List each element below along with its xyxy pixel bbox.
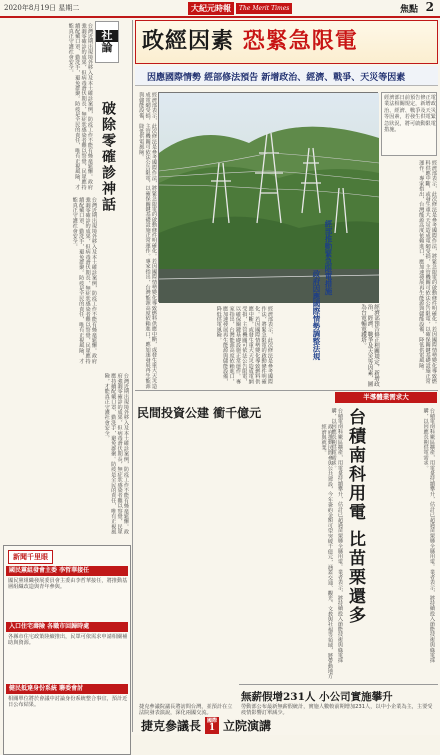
subsidy-headline: 無薪假增231人 小公司實施攀升 [241, 691, 393, 703]
issue-date: 2020年8月19日 星期二 [4, 4, 80, 12]
subsidy-body: 勞動部公布最新無薪假統計，實施人數較前期增加231人，以中小企業為主，主要受疫情影響訂單減少。 [241, 704, 433, 717]
referendum-headline-right: 立院演講 [223, 719, 272, 733]
section-divider-1 [135, 390, 438, 391]
column-divider [132, 20, 133, 732]
photo-caption: 經濟部預告修正相關規定，新增政治、經濟、戰爭及天災等因素，圖為台電輸電鐵塔。 [360, 304, 379, 387]
investment-headline: 民間投資公建 衝千億元 [137, 406, 262, 420]
main-headline [142, 24, 432, 55]
brief-text-3: 相關單位將於會議中討論身份系統整合事宜，預計近日公布結果。 [8, 696, 128, 709]
editorial-tag [95, 21, 119, 63]
masthead-logo-en: The Merit Times [236, 3, 292, 14]
lead-summary-box [381, 92, 437, 156]
pull-quote-2: 政府因應國際情勢調整法規 [312, 270, 321, 360]
editorial-body-2: 台灣近期出現境外移入及本土確診案例，防疫工作不能有絲毫鬆懈。政府強調零確診的成果，但病毒潛伏期長，無症狀感染者難以察覺，民眾應持續配戴口罩、勤洗手，避免群聚。防疫是全民的責任，唯有正視風險，才能真正守護社會安全。 [71, 197, 97, 364]
main-body-left: 經濟部表示，此次修法是參考國際作法，將緊急限電的啟動條件明確化。若因國際情勢變化導致燃料供應中斷，或發生重大天災造成電網受損，主管機關可依法公告限電，以確保關鍵基礎設施正常運作。專家指出，台灣能源高度依賴進口，應加速發展再生能源與儲能設備，降低供電風險。 [138, 92, 157, 389]
brief-text-2: 各縣市住宅政策陸續推出，民眾可依需求申請相關補助與資源。 [8, 634, 128, 647]
section-label: 焦點 [399, 5, 418, 15]
lead-summary-text: 經濟部日前預告修正電業法相關規定，新增政治、經濟、戰爭及天災等因素，若發生供電緊急狀況，將可啟動限電措施。 [384, 95, 436, 134]
main-body-right: 經濟部表示，此次修法是參考國際作法，將緊急限電的啟動條件明確化。若因國際情勢變化導致燃料供應中斷，或發生重大天災造成電網受損，主管機關可依法公告限電，以確保關鍵基礎設施正常運作。專家指出，台灣能源高度依賴進口，應加速發展再生能源與儲能設備，降低供電風險。 [418, 160, 437, 384]
top-bar [0, 0, 440, 18]
referendum-headline-left: 捷克參議長 [141, 719, 202, 733]
headline-band [135, 20, 438, 64]
semiconductor-band: 半導體業需求大 [335, 392, 437, 403]
main-headline-red: 恐緊急限電 [242, 28, 358, 54]
referendum-badge-top: 國際 [207, 718, 218, 724]
semiconductor-headline: 台積南科用電 比苗栗還多 [345, 408, 365, 625]
editorial-column [3, 21, 131, 731]
semiconductor-body: 台積電南科廠區擴產，用電量持續攀升，估計已超過苗栗縣全縣用電。業者表示，將持續投入節能技術與綠電採購，以因應長期供電需求。 [422, 408, 435, 663]
main-story-area [135, 20, 438, 733]
referendum-badge [205, 717, 219, 734]
referendum-headline [141, 717, 271, 734]
brief-text-1: 國民黨組織發展委員會主委由李哲華接任，將推動基層組織改造與青年參與。 [8, 578, 128, 591]
brief-heading-3: 健民抵達身份系統 聯委會討 [6, 684, 128, 694]
main-subheadline: 因應國際情勢 經部修法預告 新增政治、經濟、戰爭、天災等因素 [147, 73, 406, 83]
referendum-badge-num: 1 [208, 723, 216, 733]
section-divider-2 [239, 684, 438, 685]
editorial-body-3: 台灣近期出現境外移入及本土確診案例，防疫工作不能有絲毫鬆懈。政府強調零確診的成果，但病毒潛伏期長，無症狀感染者難以察覺，民眾應持續配戴口罩、勤洗手，避免群聚。防疫是全民的責任，唯有正視風險，才能真正守護社會安全。 [103, 373, 129, 535]
editorial-tag-bottom: 論 [101, 41, 113, 54]
news-briefs-box [3, 545, 131, 755]
main-headline-black: 政經因素 [142, 28, 235, 54]
editorial-body-1: 台灣近期出現境外移入及本土確診案例，防疫工作不能有絲毫鬆懈。政府強調零確診的成果，但病毒潛伏期長，無症狀感染者難以察覺，民眾應持續配戴口罩、勤洗手，避免群聚。防疫是全民的責任，唯有正視風險，才能真正守護社會安全。 [67, 23, 93, 190]
power-tower-illustration [159, 93, 379, 303]
semiconductor-body-extra: 台積電南科廠區擴產，用電量持續攀升，估計已超過苗栗縣全縣用電。業者表示，將持續投入節能技術與綠電採購，以因應長期供電需求。 [330, 408, 343, 663]
brief-heading-1: 國民黨組發會主委 李哲華接任 [6, 566, 128, 576]
main-body-lower: 經濟部表示，此次修法是參考國際作法，將緊急限電的啟動條件明確化。若因國際情勢變化導致燃料供應中斷，或發生重大天災造成電網受損，主管機關可依法公告限電，以確保關鍵基礎設施正常運作。專家指出，台灣能源高度依賴進口，應加速發展再生能源與儲能設備，降低供電風險。 [215, 306, 273, 384]
pull-quote-1: 經部推動緊急限電措施 [324, 220, 333, 295]
brief-heading-2: 入口住宅壽險 各職市回歸時處 [6, 622, 128, 632]
masthead-logo: 大紀元時報 [188, 2, 234, 15]
referendum-body: 捷克參議院議長將訪問台灣，並預計在立法院發表演說，深化兩國交流。 [139, 704, 233, 717]
page-number: 2 [425, 0, 434, 14]
news-briefs-title: 新聞千里眼 [8, 550, 53, 564]
editorial-headline: 破除零確診神話 [100, 101, 116, 213]
investment-body: 政府推動民間參與公共建設，今年簽約金額可望突破千億元，涵蓋交通、觀光、文教與社福等領域，將帶動地方經濟與就業。 [320, 424, 333, 679]
subheadline-band [135, 66, 438, 86]
masthead [188, 1, 292, 15]
power-tower-photo [158, 92, 378, 302]
editorial-tag-top: 社 [96, 30, 118, 42]
